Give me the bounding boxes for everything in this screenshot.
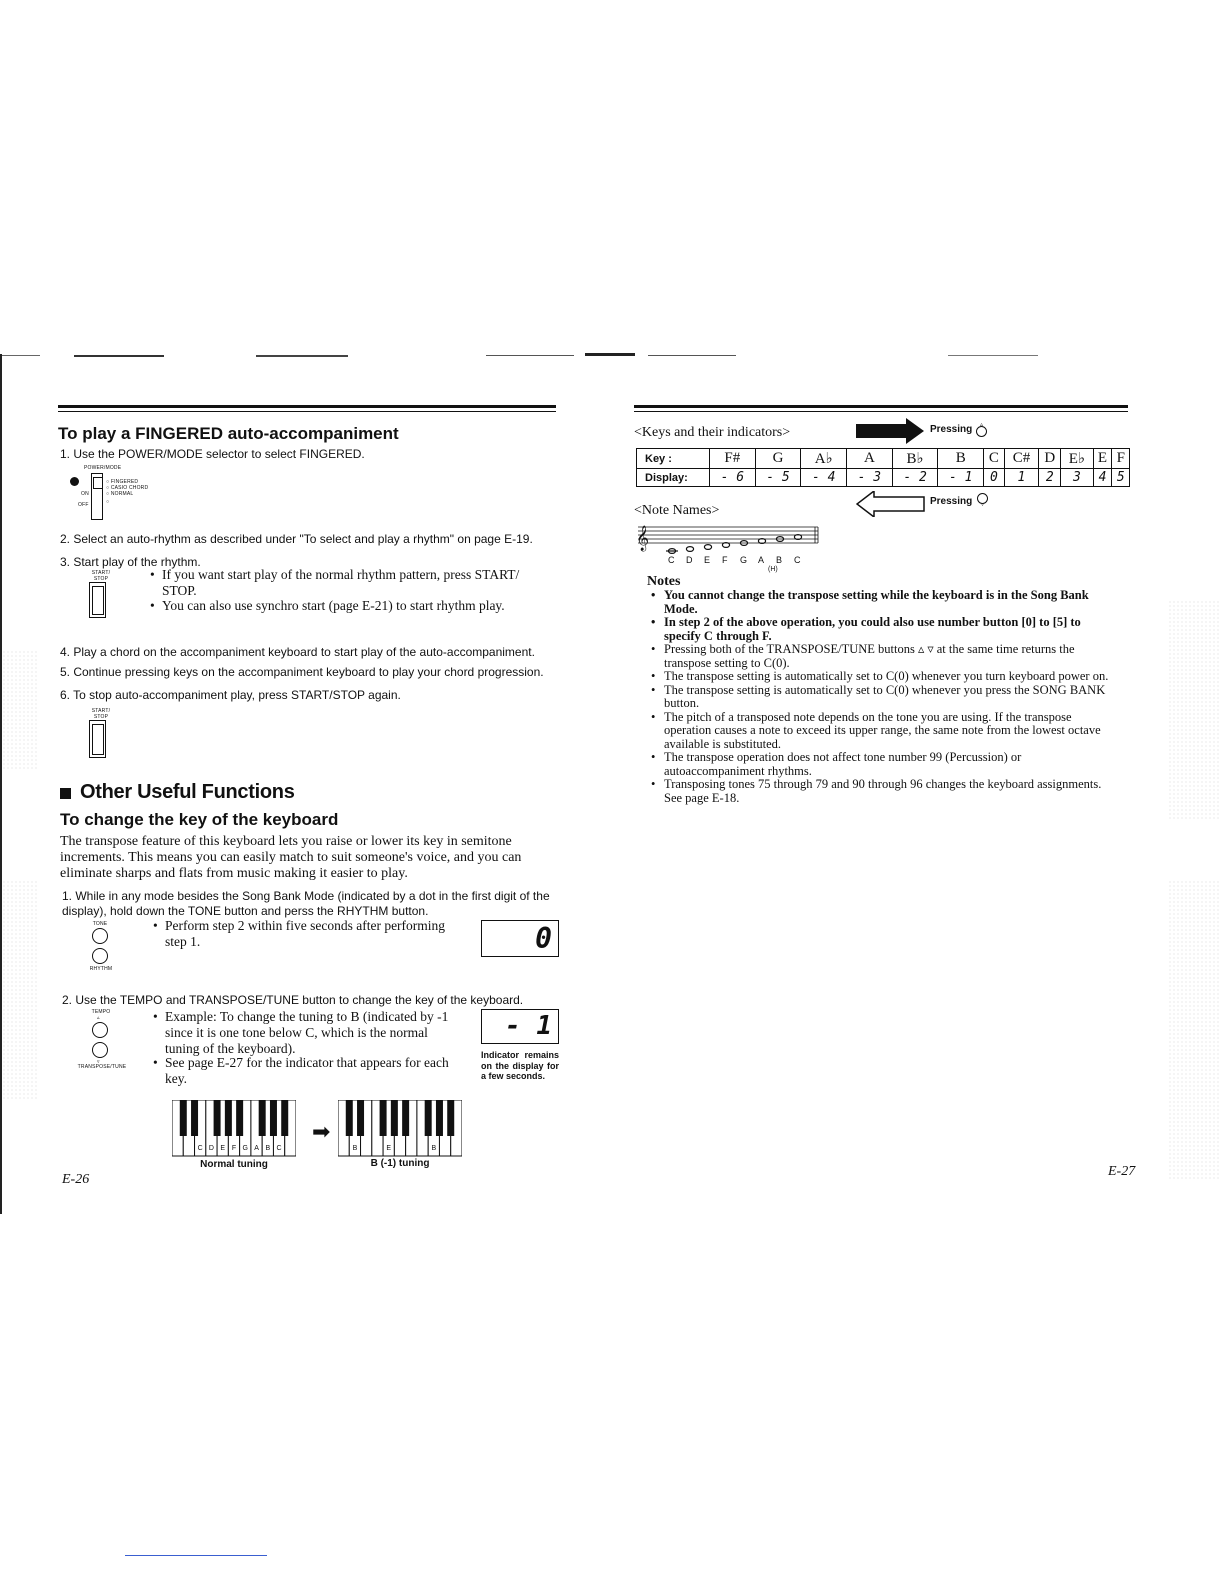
transpose-down-small-icon: ▿	[977, 493, 989, 509]
table-row-keys	[637, 449, 1130, 469]
black-key	[346, 1100, 353, 1136]
tempo-label: TEMPO	[91, 1009, 111, 1015]
note-item: • The transpose setting is automatically set to C(0) whenever you press the SONG BANK button.	[647, 684, 1117, 711]
transpose-step2-bullet-2-text: See page E-27 for the indicator that appears for each key.	[165, 1055, 449, 1086]
key-label: E	[220, 1145, 226, 1152]
note-letter: C	[794, 555, 801, 565]
start-stop-label-2: START/ STOP	[91, 708, 111, 720]
black-key	[357, 1100, 364, 1136]
right-top-rule	[634, 405, 1128, 408]
lcd-display-zero: 0	[481, 920, 559, 957]
start-stop-button-inner	[92, 586, 104, 615]
transpose-step2-bullet-1-text: Example: To change the tuning to B (indicated by -1 since it is one tone below C, which is the normal tuning of the keyboard).	[165, 1009, 449, 1056]
display-cell: 5	[1112, 469, 1130, 487]
display-cell: - 1	[938, 469, 984, 487]
black-key	[436, 1100, 443, 1136]
scan-noise-left-2	[2, 880, 38, 1100]
power-off-label: OFF	[78, 502, 89, 508]
step3-bullet-1-text: If you want start play of the normal rhythm pattern, press START/ STOP.	[162, 567, 520, 598]
power-on-label: ON	[81, 491, 89, 497]
key-cell: G	[755, 449, 801, 469]
keyboard-normal-diagram	[172, 1100, 296, 1158]
key-cell: B♭	[892, 449, 938, 469]
normal-tuning-caption: Normal tuning	[200, 1159, 268, 1170]
key-label: A	[254, 1145, 259, 1152]
display-cell: - 4	[801, 469, 847, 487]
key-label: B	[352, 1145, 358, 1152]
display-cell: 3	[1061, 469, 1093, 487]
section-title-other-functions: Other Useful Functions	[80, 781, 295, 803]
step-5: 5. Continue pressing keys on the accompaniment keyboard to play your chord progression.	[60, 665, 544, 679]
key-cell: E♭	[1061, 449, 1093, 469]
key-label: F	[231, 1145, 237, 1152]
black-key	[191, 1100, 198, 1136]
black-key	[447, 1100, 454, 1136]
scan-edge-top	[0, 352, 1224, 368]
page-number-right: E-27	[1108, 1164, 1136, 1179]
table-row-display	[637, 469, 1130, 487]
mode-off-dot: ○	[106, 499, 110, 505]
key-label: G	[242, 1145, 248, 1152]
note-letter: C	[668, 555, 675, 565]
note-item: • Pressing both of the TRANSPOSE/TUNE buttons ▵ ▿ at the same time returns the transpose setting to C(0).	[647, 643, 1117, 670]
mode-normal-label: ○ NORMAL	[106, 491, 134, 497]
key-cell: A	[847, 449, 893, 469]
b-tuning-caption: B (-1) tuning	[370, 1158, 430, 1169]
note-item: • In step 2 of the above operation, you could also use number button [0] to [5] to specify C through F.	[647, 616, 1117, 643]
display-cell: - 3	[847, 469, 893, 487]
pressing-down-text: Pressing	[930, 496, 973, 507]
note-item: • The transpose operation does not affect tone number 99 (Percussion) or autoaccompaniment rhythms.	[647, 751, 1117, 778]
power-indicator-dot	[70, 477, 79, 486]
key-label: E	[386, 1145, 392, 1152]
pressing-up-arrow-icon	[856, 418, 926, 444]
power-mode-switch-knob	[93, 477, 103, 489]
key-row-label: Key :	[637, 449, 710, 469]
scan-noise-right-2	[1168, 880, 1220, 1180]
transpose-up-small-icon: ▵	[976, 421, 988, 437]
step3-bullet-1: • If you want start play of the normal rhythm pattern, press START/ STOP.	[150, 567, 556, 599]
note-item: • The pitch of a transposed note depends on the tone you are using. If the transpose operation causes a note to exceed its upper range, the same note from the lowest octave available is substituted.	[647, 711, 1117, 752]
transpose-step-1: 1. While in any mode besides the Song Bank Mode (indicated by a dot in the first digit of the display), hold down the TONE button and perss the RHYTHM button.	[62, 889, 550, 918]
key-cell: C#	[1004, 449, 1039, 469]
black-key	[214, 1100, 221, 1136]
black-key	[402, 1100, 409, 1136]
power-mode-label: POWER/MODE	[84, 465, 122, 471]
left-top-rule	[58, 405, 556, 408]
display-cell: 4	[1093, 469, 1112, 487]
left-top-rule-thin	[58, 411, 556, 412]
pressing-down-arrow-icon	[856, 491, 926, 517]
tone-button[interactable]	[92, 928, 108, 944]
note-item: • You cannot change the transpose setting while the keyboard is in the Song Bank Mode.	[647, 589, 1117, 616]
pressing-down-label	[930, 496, 972, 507]
key-label: A	[420, 1145, 425, 1152]
notes-list	[647, 589, 1117, 805]
key-label: C	[363, 1145, 369, 1152]
black-key	[225, 1100, 232, 1136]
key-cell: B	[938, 449, 984, 469]
display-row-label: Display:	[637, 469, 710, 487]
display-cell: 0	[984, 469, 1005, 487]
note-letter: G	[740, 555, 748, 565]
note-item: • The transpose setting is automatically set to C(0) whenever you turn keyboard power on.	[647, 670, 1117, 684]
transpose-step1-bullet-text: Perform step 2 within five seconds after performing step 1.	[165, 918, 446, 949]
step-4: 4. Play a chord on the accompaniment keyboard to start play of the auto-accompaniment.	[60, 645, 535, 659]
display-cell: 1	[1004, 469, 1039, 487]
black-key	[180, 1100, 187, 1136]
power-mode-diagram	[64, 465, 184, 525]
start-stop-button-2-inner	[92, 724, 104, 755]
rhythm-label: RHYTHM	[89, 966, 113, 972]
black-key	[281, 1100, 288, 1136]
transpose-step2-bullet-1: • Example: To change the tuning to B (indicated by -1 since it is one tone below C, which is the normal tuning of the keyboard).	[153, 1009, 463, 1057]
step-2: 2. Select an auto-rhythm as described under "To select and play a rhythm" on page E-19.	[60, 532, 533, 546]
black-key	[425, 1100, 432, 1136]
key-label: F	[397, 1145, 403, 1152]
note-letter: F	[722, 555, 728, 565]
display-cell: - 2	[892, 469, 938, 487]
note-letter: A	[758, 555, 765, 565]
key-label: C	[276, 1145, 282, 1152]
notes-heading: Notes	[647, 574, 681, 589]
transpose-up-button[interactable]	[92, 1022, 108, 1038]
tone-label: TONE	[92, 921, 108, 927]
staff-note-head	[686, 547, 693, 552]
black-key	[391, 1100, 398, 1136]
step-3: 3. Start play of the rhythm.	[60, 555, 201, 569]
note-letter: E	[704, 555, 711, 565]
note-letters-row	[660, 555, 830, 569]
key-label: D	[374, 1145, 380, 1152]
step3-bullet-2: • You can also use synchro start (page E-21) to start rhythm play.	[150, 598, 556, 614]
transpose-step-2: 2. Use the TEMPO and TRANSPOSE/TUNE button to change the key of the keyboard.	[62, 993, 524, 1007]
note-h-label: (H)	[768, 566, 778, 573]
key-cell: F#	[710, 449, 756, 469]
section-title-fingered: To play a FINGERED auto-accompaniment	[58, 424, 399, 443]
rhythm-button[interactable]	[92, 948, 108, 964]
start-stop-label: START/ STOP	[91, 570, 111, 582]
transpose-tune-label: TRANSPOSE/TUNE	[77, 1064, 127, 1070]
key-cell: F	[1112, 449, 1130, 469]
note-letter: D	[686, 555, 693, 565]
mode-fingered-label: ○ FINGERED	[106, 479, 139, 485]
pressing-up-text: Pressing	[930, 424, 973, 435]
keys-indicator-table	[636, 448, 1130, 487]
key-cell: D	[1039, 449, 1061, 469]
key-label: G	[408, 1145, 414, 1152]
tempo-up-arrow: ▵	[97, 1015, 100, 1021]
transpose-intro: The transpose feature of this keyboard lets you raise or lower its key in semitone increments. This means you can easily match to suit someone's voice, and you can eliminate sharps and flats from music making it easier to play.	[60, 834, 522, 881]
key-label: C	[197, 1145, 203, 1152]
step-1: 1. Use the POWER/MODE selector to select FINGERED.	[60, 447, 365, 461]
display-cell: - 5	[755, 469, 801, 487]
key-label: D	[208, 1145, 214, 1152]
transpose-down-arrow: ▿	[97, 1059, 100, 1065]
display-cell: - 6	[710, 469, 756, 487]
black-key	[259, 1100, 266, 1136]
section-title-change-key: To change the key of the keyboard	[60, 810, 339, 829]
note-item: • Transposing tones 75 through 79 and 90 through 96 changes the keyboard assignments. See page E-18.	[647, 778, 1117, 805]
black-key	[270, 1100, 277, 1136]
key-label: B	[431, 1145, 437, 1152]
note-names-heading: <Note Names>	[634, 503, 720, 518]
page-number-left: E-26	[62, 1172, 90, 1187]
transpose-step1-bullet: • Perform step 2 within five seconds after performing step 1.	[153, 918, 463, 950]
black-key	[380, 1100, 387, 1136]
key-label: B	[265, 1145, 271, 1152]
transpose-down-button[interactable]	[92, 1042, 108, 1058]
lcd-display-minus-one: - 1	[481, 1009, 559, 1044]
step3-bullet-2-text: You can also use synchro start (page E-21) to start rhythm play.	[162, 598, 505, 613]
scan-edge-bottom	[125, 1555, 267, 1556]
scan-noise-left	[2, 650, 38, 770]
key-cell: C	[984, 449, 1005, 469]
scan-noise-right	[1168, 600, 1220, 820]
display-cell: 2	[1039, 469, 1061, 487]
key-label: C	[442, 1145, 448, 1152]
keyboard-b-tuning-diagram	[338, 1100, 462, 1158]
mode-casio-chord-label: ○ CASIO CHORD	[106, 485, 149, 491]
transpose-step2-bullet-2: • See page E-27 for the indicator that appears for each key.	[153, 1055, 463, 1087]
indicator-note: Indicator remains on the display for a few seconds.	[481, 1050, 559, 1081]
pressing-up-label	[930, 424, 972, 435]
step-6: 6. To stop auto-accompaniment play, press START/STOP again.	[60, 688, 401, 702]
svg-text:𝄞: 𝄞	[636, 526, 650, 551]
section-square-icon	[60, 788, 71, 799]
key-cell: A♭	[801, 449, 847, 469]
key-cell: E	[1093, 449, 1112, 469]
note-letter: B	[776, 555, 783, 565]
staff-note-head	[704, 545, 711, 550]
keys-indicators-heading: <Keys and their indicators>	[634, 425, 791, 440]
music-staff	[634, 521, 820, 555]
arrow-right-icon: ➡	[312, 1120, 331, 1145]
right-top-rule-thin	[634, 411, 1128, 412]
black-key	[236, 1100, 243, 1136]
